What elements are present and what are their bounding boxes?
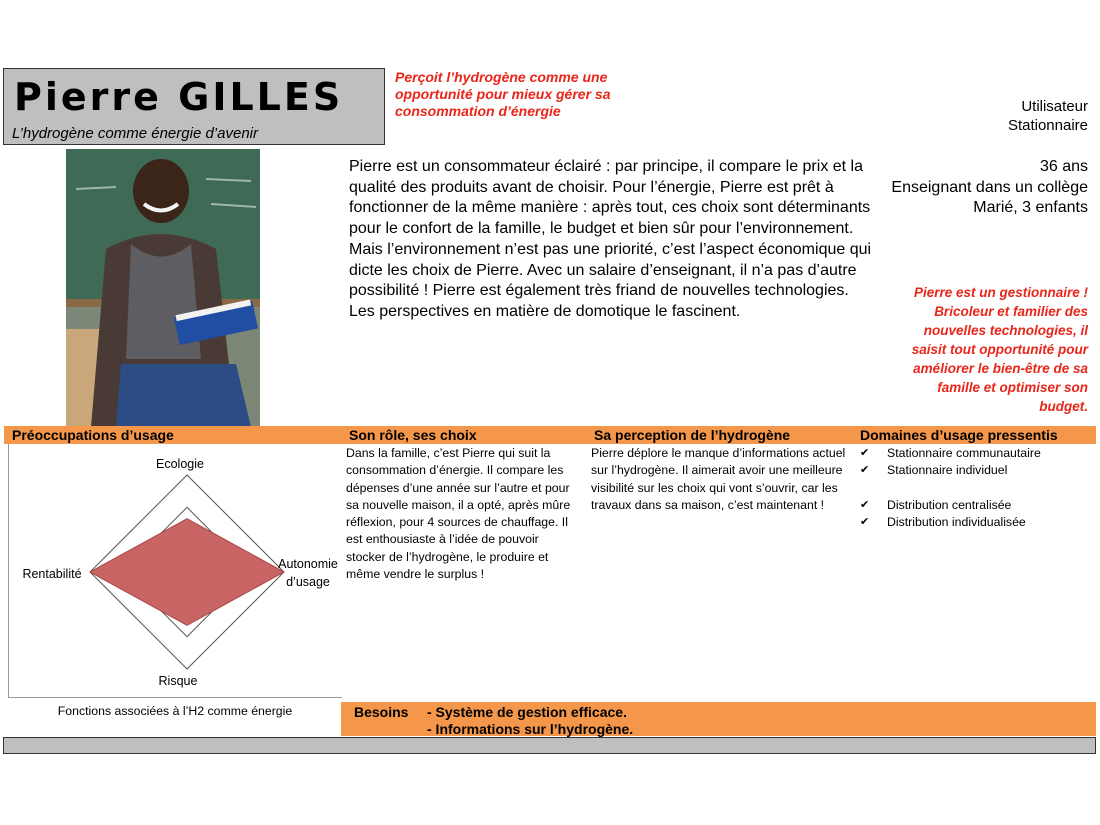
user-role	[888, 97, 1088, 135]
perception-description: Pierre déplore le manque d’informations actuel sur l’hydrogène. Il aimerait avoir une meilleure visibilité sur les choix qui vont s’ouvrir, car les travaux dans sa maison, c’est maintenant !	[591, 446, 846, 512]
check-icon: ✔	[860, 447, 870, 459]
radar-caption: Fonctions associées à l’H2 comme énergie	[57, 704, 293, 718]
radar-chart	[8, 444, 342, 698]
check-icon: ✔	[860, 498, 870, 511]
needs-list	[427, 704, 633, 738]
check-icon: ✔	[860, 464, 870, 477]
radar-axis-label-usage: d’usage	[286, 575, 330, 589]
domains-header: Domaines d’usage pressentis	[860, 427, 1058, 443]
footer-bar	[3, 737, 1096, 754]
profile-family: Marié, 3 enfants	[973, 199, 1088, 217]
needs-bar	[341, 702, 1096, 736]
domain-item: ✔ Distribution centralisée	[860, 497, 1090, 514]
persona-name: Pierre GILLES	[14, 75, 344, 119]
need-item: - Informations sur l’hydrogène.	[427, 721, 634, 737]
usage-domains-list	[860, 445, 1090, 531]
domain-item: ✔ Stationnaire individuel	[860, 462, 1090, 479]
perception-quote: Perçoit l’hydrogène comme une opportunité pour mieux gérer sa consommation d’énergie	[395, 69, 611, 119]
persona-bio: Pierre est un consommateur éclairé : par principe, il compare le prix et la qualité des produits avant de choisir. Pour l’énergie, Pierre est prêt à fonctionner de la même manière : après tout, ces choix sont déterminants pour le confort de la famille, le budget et bien sûr pour l’environnement. Mais l’environnement n’est pas une priorité, c’est l’aspect économique qui dicte les choix de Pierre. Avec un salaire d’enseignant, il n’a pas d’autre possibilité ! Pierre est également très friand de nouvelles technologies. Les perspectives en matière de domotique le fascinent.	[349, 158, 872, 320]
perception-header: Sa perception de l’hydrogène	[594, 427, 791, 443]
role-line: Utilisateur	[1021, 98, 1088, 115]
manager-note: Pierre est un gestionnaire ! Bricoleur et familier des nouvelles technologies, il saisit tout opportunité pour améliorer le bien-être de sa famille et optimiser son budget.	[911, 285, 1088, 414]
persona-name-box	[3, 68, 385, 145]
persona-profile	[888, 157, 1088, 219]
role-header: Son rôle, ses choix	[349, 427, 477, 443]
radar-axis-label-ecologie: Ecologie	[156, 457, 204, 471]
persona-tagline: L’hydrogène comme énergie d’avenir	[12, 125, 258, 142]
persona-photo	[66, 149, 260, 427]
needs-label: Besoins	[354, 704, 409, 720]
role-description: Dans la famille, c’est Pierre qui suit la consommation d’énergie. Il compare les dépenses d’une année sur l’autre et pour sa nouvelle maison, il a opté, après mûre réflexion, pour 4 sources de chauffage. Il est enthousiaste à l’idée de pouvoir stocker de l’hydrogène, le produire et même vendre le surplus !	[346, 446, 571, 582]
role-line: Stationnaire	[1007, 117, 1088, 134]
profile-age: 36 ans	[1039, 158, 1088, 175]
check-icon: ✔	[860, 515, 870, 528]
domain-item: ✔ Distribution individualisée	[860, 514, 1090, 531]
section-header-bar	[4, 426, 1096, 444]
radar-data-shape	[90, 519, 284, 626]
domain-item: ✔ Stationnaire communautaire	[860, 445, 1090, 462]
domain-spacer	[860, 480, 1090, 497]
radar-axis-label-autonomie: Autonomie	[278, 557, 338, 571]
radar-axis-label-rentabilite: Rentabilité	[22, 567, 82, 581]
radar-axis-label-risque: Risque	[158, 674, 198, 688]
profile-job: Enseignant dans un collège	[891, 178, 1088, 196]
concerns-header: Préoccupations d’usage	[12, 427, 174, 443]
need-item: - Système de gestion efficace.	[427, 704, 627, 720]
